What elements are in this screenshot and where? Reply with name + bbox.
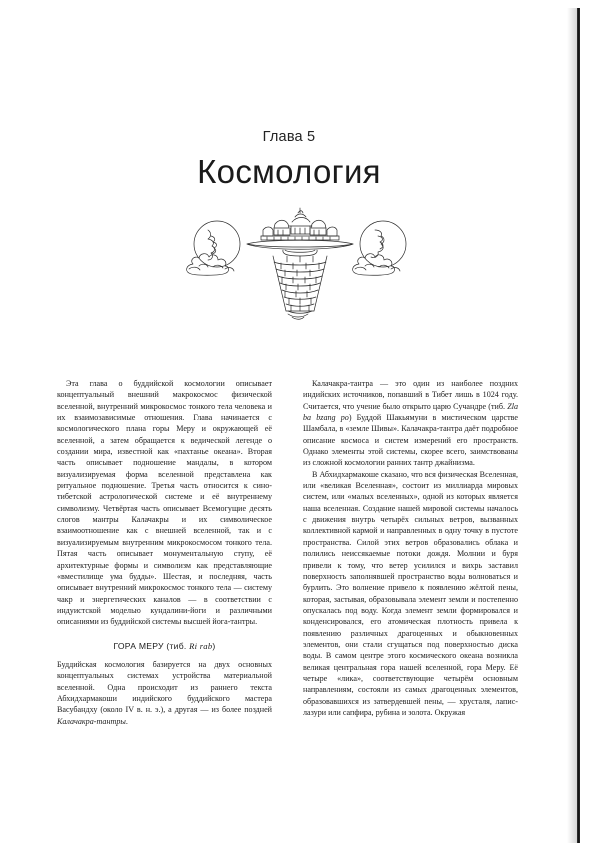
paragraph [303, 378, 518, 469]
paragraph-text-b: ) Буддой Шакьямуни в мистическом царстве Шамбала, в «земле Шивы». Калачакра-тантра даёт подробное описание космоса и систем измерений его пространств. Однако элементы этой системы, скорее всего, заимствованы из сложной космологии ранних тантр джайнизма. [303, 413, 518, 468]
paragraph: Эта глава о буддийской космологии описывает концептуальный внешний макрокосмос физической вселенной, внутренний микрокосмос тонкого тела человека и их взаимозависимые отношения. Глава начинается с космологического плана горы Меру и окружающей её вселенной, а затем обращается к ведической легенде о создании мира, известной как «пахтанье океана». Вторая часть описывает подношение мандалы, в котором визуализируемая форма вселенной представлена как ритуальное подношение. Третья часть относится к сино-тибетской астрологической системе и её внутреннему символизму. Четвёртая часть описывает Всемогущие десять слогов мантры Калачакры и их символическое взаимоотношение как с внешней вселенной, так и с визуализируемым внутренним микрокосмосом тонкого тела. Пятая часть описывает монументальную ступу, её архитектурные формы и символизм как представляющие «вместилище ума будды». Шестая, и последняя, часть описывает внутренний микрокосмос тонкого тела — систему чакр и энергетических каналов — в соответствии с индуистской моделью кундалини-йоги и различными описаниями из буддийской системы высшей йога-тантры. [57, 379, 272, 627]
paragraph-text-italic: Калачакра-тантры [57, 716, 126, 726]
mount-meru-drawing [175, 196, 425, 331]
chapter-number-label: Глава 5 [262, 129, 316, 145]
moon-disc-icon [187, 221, 240, 275]
sun-disc-icon [353, 221, 406, 275]
body-column-right [303, 378, 518, 718]
paragraph-text-b: . [125, 716, 128, 726]
paragraph: В Абхидхармакоше сказано, что вся физическая Вселенная, или «великая Вселенная», состоит из миллиарда мировых систем, или «малых вселенных», одной из которых является наша вселенная. Создание нашей мировой системы началось с движения внутрь четырёх сильных ветров, вызванных коллективной кармой и направленных в одну точку в пустоте пространства. Силой этих ветров образовались облака и полились неиссякаемые потоки дождя. Молнии и буря привели к тому, что ветер усилился и вихрь заставил поверхность заполнявшей пространство воды волноваться и бурлить. Это волнение привело к появлению жёлтой пены, которая, застывая, образовывала элемент земли и постепенно опускалась под воду. Когда элемент земли формировался и конденсировался, его атомическая плотность привела к появлению различных драгоценных и обыкновенных элементов, они стали сгущаться под поверхностью диска воды. В самом центре этого космического океана возникла великая центральная гора нашей вселенной, гора Меру. Её четыре «лика», соответствующие четырём основным направлениям, состояли из самых драгоценных элементов, образовавшихся из затвердевшей пены, — хрусталя, лапис-лазури или сапфира, рубина и золота. Окружая [303, 469, 518, 717]
meru-mountain-icon [247, 208, 353, 319]
page-title: Космология [197, 152, 381, 190]
paragraph-text-a: Буддийская космология базируется на двух основных концептуальных системах устройства материальной вселенной. Одна происходит из раннего текста Абхидхармакоши индийского буддийского мастера Васубандху (около IV в. н. э.), а другая — из более поздней [57, 659, 272, 715]
section-heading-close: ) [212, 640, 216, 651]
section-heading-text: ГОРА МЕРУ (тиб. [113, 640, 190, 651]
mount-meru-illustration [175, 196, 425, 331]
paragraph-text-a: Калачакра-тантра — это один из наиболее поздних индийских источников, попавший в Тибет лишь в 1024 году. Считается, что учение было открыто царю Сучандре (тиб. [303, 379, 518, 411]
body-column-left [57, 378, 272, 727]
section-heading-gora-meru [57, 641, 272, 652]
paragraph-text-italic: Zla ba bzang po [303, 401, 518, 423]
section-heading-tibetan: Ri rab [189, 640, 213, 651]
paragraph [57, 659, 272, 727]
